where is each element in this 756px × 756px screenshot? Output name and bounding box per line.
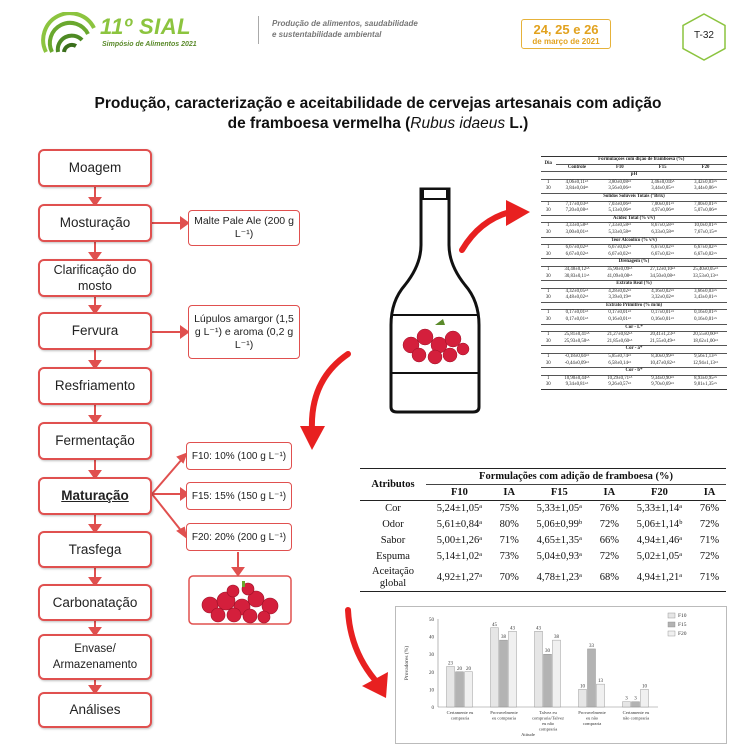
sens-cell: 76% [699,503,720,514]
poster-title [40,94,716,134]
phys-cell: 9,34±0,81ᵃᴬ [565,382,589,388]
phys-cell: 6,33±0,58ᵃᴮ [651,229,674,235]
phys-section-label: pH [541,172,727,180]
phys-section-header [541,368,727,376]
phys-cell: 6,67±0,02ᵃᴬ [608,251,632,257]
phys-cell: 18,62±1,00ᵃᴬ [692,338,719,344]
phys-section-header [541,193,727,201]
phys-cell: 7,20±0,08ᵃᴬ [565,208,589,214]
title-line-2 [40,114,716,134]
phys-cell: 0,17±0,01ᵃᴬ [651,310,675,316]
physicochemical-table [541,156,727,390]
phys-cell: 3,32±0,02ᵃᴮ [651,295,674,301]
phys-section-label: Teor Alcoólico (% v/v) [541,237,727,245]
theme-line-1: Produção de alimentos, saudabilidade [272,19,418,28]
note-hops: Lúpulos amargor (1,5 g L⁻¹) e aroma (0,2 g L⁻¹) [188,305,300,359]
phys-cell: 21,55±0,49ᵃᴬ [650,338,676,344]
y-axis-label: Provadores (%) [404,645,410,681]
sens-col-ia-f15: IA [603,487,616,498]
y-tick-label: 20 [429,670,434,676]
date-badge [521,19,611,49]
phys-cell: 20,41±1,23ᵃᴬ [650,332,676,338]
phys-cell: 10,0±0,01ᵃᴬ [694,223,717,229]
sens-col-f20: F20 [650,487,668,498]
phys-cell: 1 [547,375,550,381]
note-malt: Malte Pale Ale (200 g L⁻¹) [188,210,300,246]
phys-cell: 1 [547,354,550,360]
sens-cell: 5,00±1,26ᵃ [436,535,483,546]
phys-cell: 10,90±0,44ᵃᴬ [564,375,590,381]
bar-value-label: 23 [448,661,453,667]
phys-cell: 3,39±0,19ᵃᴮ [608,295,632,301]
phys-table-row [541,208,727,215]
legend-label-f15: F15 [678,622,687,628]
raspberries-image [188,575,292,625]
phys-cell: 7,67±0,15ᵃᴮ [694,229,717,235]
phys-cell: 7,00±0,01ᵃᴬ [694,201,717,207]
sens-cell: 73% [499,551,519,562]
y-tick-label: 50 [429,618,434,623]
phys-table-row [541,361,727,368]
sens-cell: 72% [699,551,720,562]
x-category-label: Provavelmente eu não compraria [578,710,606,726]
sens-cell: 5,04±0,93ᵃ [536,551,582,562]
sens-cell: 75% [499,503,519,514]
phys-cell: 12,94±1,13ᵃᴬ [692,360,719,366]
bar-value-label: 33 [589,643,594,649]
phys-cell: 4,97±0,06ᵃᴮ [651,208,674,214]
phys-cell: 1 [547,201,550,207]
phys-cell: 30 [545,360,551,366]
phys-cell: 30 [545,317,551,323]
bar-f20 [465,672,473,707]
phys-table-row [541,274,727,281]
step-boiling: Fervura [38,312,152,350]
bar-value-label: 45 [492,622,497,628]
sens-col-ia-f10: IA [503,487,516,498]
bar-f15 [632,702,640,707]
phys-cell: 21,85±0,60ᵃᴬ [607,338,633,344]
bar-f20 [553,640,561,707]
phys-table-row [541,317,727,324]
sial-logo-icon [38,12,98,54]
bar-f10 [535,631,543,707]
phys-cell: 41,09±0,08ᵃᴬ [607,273,633,279]
phys-cell: 1 [547,332,550,338]
bar-f15 [456,672,464,707]
bar-value-label: 30 [545,649,550,655]
phys-table-row [541,295,727,302]
y-tick-label: 30 [429,653,434,659]
variant-f15: F15: 15% (150 g L⁻¹) [186,482,292,510]
sens-attribute: Cor [385,503,401,514]
sens-col-f10: F10 [450,487,468,498]
bar-value-label: 43 [536,626,541,632]
phys-cell: 1 [547,310,550,316]
step-wort-clarification: Clarificação do mosto [38,259,152,297]
phys-cell: 7,17±0,03ᵃᴬ [565,201,589,207]
phys-cell: 3,56±0,06ᵃᴬ [608,186,632,192]
phys-section-label: Extrato Real (%) [541,281,727,289]
phys-table-row [541,186,727,193]
sens-attr-header: Atributos [360,469,426,501]
sens-cell: 5,24±1,05ᵃ [436,503,483,514]
phys-table-body [541,172,727,390]
sens-cell: 4,92±1,27ᵃ [436,572,483,583]
phys-cell: 34,50±0,08ᵃᴬ [650,273,676,279]
step-fermentation: Fermentação [38,422,152,460]
phys-cell: 3,44±0,05ᵃᴬ [651,186,675,192]
phys-section-header [541,259,727,267]
sens-cell: 66% [599,535,619,546]
legend-swatch-f10 [668,613,675,618]
phys-cell: 30 [545,273,551,279]
phys-cell: 4,32±0,05ᵃᴬ [565,288,589,294]
phys-cell: -0,18±0,04ᵃᴬ [564,354,590,360]
phys-cell: 6,58±0,14ᵃᴬ [608,360,632,366]
sens-cell: 5,33±1,14ᵃ [636,503,683,514]
phys-cell: 5,85±0,74ᵃᴬ [608,354,632,360]
variant-f20: F20: 20% (200 g L⁻¹) [186,523,292,551]
phys-cell: 5,13±0,06ᵃᴮ [608,208,632,214]
sens-col-f15: F15 [550,487,568,498]
phys-cell: 3,46±0,01bᴬ [650,179,675,185]
phys-cell: 5,33±0,58ᵃᴮ [608,229,632,235]
phys-cell: 35,90±0,09ᵃᴬ [607,266,633,272]
phys-section-header [541,346,727,354]
phys-cell: 1 [547,223,550,229]
phys-section-label: Cor - a* [541,346,727,354]
bar-value-label: 13 [598,679,603,685]
bar-f10 [623,702,631,707]
sens-cell: 5,02±1,05ᵃ [636,551,683,562]
phys-cell: 3,84±0,04ᵃᴮ [565,186,589,192]
date-sub: de março de 2021 [532,37,600,46]
phys-col-control: Controle [567,164,586,170]
phys-cell: 25,81±0,41ᵃᴬ [564,332,590,338]
theme-line-2: e sustentabilidade ambiental [272,30,382,39]
phys-cell: 30 [545,208,551,214]
phys-cell: 0,17±0,01ᵃᴬ [565,317,589,323]
phys-cell: 7,33±0,58ᵃᴬ [608,223,632,229]
phys-cell: 20,55±0,60ᵃᴬ [692,332,719,338]
sens-cell: 5,33±1,05ᵃ [536,503,582,514]
phys-section-label: Cor - L* [541,324,727,332]
legend-swatch-f15 [668,622,675,627]
phys-table-row [541,339,727,346]
x-axis-label: Atitude [521,732,535,737]
phys-section-label: Extrato Primitivo (% m/m) [541,302,727,310]
sens-attribute: Sabor [380,535,406,546]
bar-f15 [500,640,508,707]
phys-section-label: Cor - b* [541,368,727,376]
sens-cell: 71% [699,535,720,546]
phys-section-header [541,302,727,310]
sens-cell: 4,65±1,35ᵃ [536,535,582,546]
sens-cell: 5,61±0,84ᵃ [436,519,483,530]
phys-cell: 0,16±0,01ᵃᴬ [651,317,675,323]
phys-cell: 4,16±0,02ᵃᴬ [651,288,675,294]
sens-table-row [360,565,726,592]
date-main: 24, 25 e 26 [533,22,599,37]
phys-cell: 9,70±0,69ᵃᴬ [651,382,675,388]
phys-cell: 30,83±0,11ᵃᴬ [564,273,590,279]
bar-f20 [597,684,605,707]
step-carbonation: Carbonatação [38,584,152,621]
phys-section-label: Drenagem (%) [541,259,727,267]
bar-value-label: 20 [457,666,462,672]
phys-cell: 6,67±0,02ᵃᴬ [651,245,675,251]
sens-cell: 76% [599,503,619,514]
sensory-table [360,468,726,592]
phys-cell: 0,17±0,01ᵃᴬ [608,310,632,316]
phys-table-row [541,354,727,361]
phys-cell: 4,06±0,11ᵃᴬ [565,179,589,185]
phys-cell: 3,42±0,03ᵃᴬ [694,179,717,185]
sens-cell: 68% [599,572,619,583]
sens-cell: 4,78±1,23ᵃ [536,572,582,583]
phys-cell: 0,16±0,01ᵃᴬ [694,310,717,316]
phys-cell: 9,34±0,90ᵃᴬ [651,375,675,381]
phys-table-row [541,223,727,230]
y-tick-label: 40 [429,635,434,641]
poster-code: T-32 [693,30,714,41]
phys-cell: 30 [545,251,551,257]
phys-section-label: Sólidos Solúveis Totais (°Brix) [541,193,727,201]
phys-cell: 6,67±0,02ᵃᴬ [565,245,589,251]
sens-group-header: Formulações com adição de framboesa (%) [426,469,726,485]
phys-cell: 30 [545,295,551,301]
title-line-2-prefix: de framboesa vermelha ( [227,115,411,132]
legend-swatch-f20 [668,631,675,636]
bar-f20 [509,631,517,707]
x-category-label: Provavelmente eu compraria [490,710,518,721]
phys-cell: 7,00±0,01ᵃᴬ [651,201,675,207]
phys-cell: 8,93±0,95ᵃᴬ [694,375,717,381]
sens-cell: 72% [699,519,720,530]
phys-cell: 5,07±0,06ᵃᴮ [694,208,717,214]
phys-cell: 30 [545,186,551,192]
sens-table-body [360,501,726,592]
phys-cell: 8,30±0,99ᵃᴬ [651,354,675,360]
phys-cell: 6,67±0,02ᵃᴬ [565,251,589,257]
phys-table-row [541,230,727,237]
purchase-intention-chart [395,606,727,744]
sens-cell: 70% [499,572,519,583]
chart-canvas [396,607,728,745]
phys-table-row [541,382,727,389]
phys-cell: 30 [545,338,551,344]
sens-col-ia-f20: IA [703,487,716,498]
bar-f15 [544,654,552,707]
phys-caption: Formulações com dição de framboesa (%) [556,157,727,165]
phys-table-row [541,266,727,273]
phys-cell: 6,67±0,02ᵃᴬ [651,251,675,257]
phys-section-header [541,324,727,332]
legend-label-f20: F20 [678,631,687,637]
x-category-label: Certamente eu compraria [446,710,474,721]
phys-cell: 3,33±0,58ᵃᴬ [565,223,589,229]
sens-cell: 71% [499,535,519,546]
phys-col-day: Dia [544,160,552,166]
bar-value-label: 3 [634,696,637,702]
phys-cell: 30 [545,229,551,235]
phys-col-f10: F10 [615,164,624,170]
phys-cell: 10,47±0,82ᵃᴬ [650,360,676,366]
bar-f10 [447,667,455,707]
phys-cell: 9,26±0,57ᵃᴬ [608,382,632,388]
y-tick-label: 0 [431,706,434,711]
bar-value-label: 20 [466,666,471,672]
legend-label-f10: F10 [678,613,687,619]
sens-cell: 72% [599,551,619,562]
phys-cell: 34,48±0,12ᵃᴬ [564,266,590,272]
phys-cell: 1 [547,245,550,251]
phys-table-row [541,245,727,252]
phys-cell: 9,56±1,13ᵃᴬ [694,354,717,360]
bar-value-label: 38 [554,635,559,641]
step-bottling-storage: Envase/ Armazenamento [38,634,152,680]
title-line-1: Produção, caracterização e aceitabilidade de cervejas artesanais com adição [94,95,662,112]
phys-cell: 3,66±0,03ᵃᴬ [694,288,717,294]
bar-f15 [588,649,596,707]
phys-col-f15: F15 [658,164,667,170]
phys-col-f20: F20 [701,164,710,170]
bar-f10 [491,628,499,707]
phys-cell: 3,80±0,08ᵃᴬ [608,179,632,185]
sens-cell: 80% [499,519,519,530]
sens-cell: 72% [599,519,619,530]
event-subtitle: Simpósio de Alimentos 2021 [102,41,197,48]
step-racking: Trasfega [38,531,152,568]
sens-table-row [360,517,726,533]
sens-attribute: Aceitação global [372,566,414,589]
phys-cell: -0,44±0,09ᵃᴬ [564,360,590,366]
sens-cell: 71% [699,572,720,583]
phys-cell: 3,44±0,06ᵃᴬ [694,186,717,192]
phys-cell: 1 [547,266,550,272]
title-species: Rubus idaeus [410,115,506,132]
sens-cell: 5,06±1,14ᵇ [636,519,683,530]
phys-cell: 1 [547,179,550,185]
phys-cell: 3,43±0,01ᵃᴬ [694,295,717,301]
bar-value-label: 38 [501,635,506,641]
phys-cell: 25,40±0,05ᵃᴬ [692,266,719,272]
phys-cell: 30 [545,382,551,388]
phys-cell: 27,12±0,10ᵃᴬ [650,266,676,272]
event-theme [272,18,502,40]
beer-bottle-image [385,185,485,415]
variant-f10: F10: 10% (100 g L⁻¹) [186,442,292,470]
sens-table-row [360,549,726,565]
phys-cell: 21,27±0,82ᵃᴬ [607,332,633,338]
phys-section-header [541,237,727,245]
step-cooling: Resfriamento [38,367,152,405]
phys-cell: 8,67±0,58ᵃᴬ [651,223,675,229]
phys-cell: 4,28±0,02ᵃᴬ [608,288,632,294]
phys-section-header [541,281,727,289]
bar-value-label: 43 [510,626,515,632]
bar-value-label: 10 [642,684,647,690]
bar-value-label: 3 [625,696,628,702]
phys-table-row [541,332,727,339]
phys-section-label: Acidez Total (% v/v) [541,215,727,223]
sens-table-row [360,501,726,518]
title-line-2-suffix: L.) [505,115,529,132]
phys-cell: 6,67±0,02ᵃᴬ [608,245,632,251]
sens-table-row [360,533,726,549]
phys-cell: 25,93±0,50ᵃᴬ [564,338,590,344]
phys-cell: 1 [547,288,550,294]
bar-f10 [579,689,587,707]
phys-cell: 9,81±1,35ᵃᴬ [694,382,717,388]
sens-attribute: Odor [382,519,404,530]
phys-cell: 6,67±0,02ᵃᴬ [694,245,717,251]
sens-cell: 4,94±1,21ᵃ [636,572,683,583]
step-analyses: Análises [38,692,152,728]
sens-cell: 4,94±1,46ᵃ [636,535,683,546]
phys-section-header [541,215,727,223]
phys-section-header [541,172,727,180]
phys-cell: 0,17±0,01ᵃᴬ [565,310,589,316]
step-maturation: Maturação [38,477,152,515]
x-category-label: Certamente eu não compraria [622,710,650,721]
phys-cell: 7,03±0,06ᵃᴬ [608,201,632,207]
phys-cell: 0,16±0,01ᵃᴬ [694,317,717,323]
phys-cell: 6,67±0,02ᵃᴬ [694,251,717,257]
bar-value-label: 10 [580,684,585,690]
x-category-label: Talvez eu compraria/Talvez eu não compraria [531,710,565,732]
step-milling: Moagem [38,149,152,187]
y-tick-label: 10 [429,688,434,694]
sens-attribute: Espuma [376,551,410,562]
phys-table-row [541,252,727,259]
phys-cell: 10,29±0,71ᵃᴬ [607,375,633,381]
phys-table-row [541,310,727,317]
phys-cell: 0,16±0,01ᵃᴬ [608,317,632,323]
bar-f20 [641,689,649,707]
event-title: 11º SIAL [100,14,192,39]
phys-cell: 3,00±0,01ᵃᴬ [565,229,589,235]
sens-cell: 5,14±1,02ᵃ [436,551,483,562]
sens-cell: 5,06±0,99ᵇ [536,519,583,530]
phys-cell: 4,48±0,02ᵃᴬ [565,295,589,301]
header-divider [258,16,259,44]
phys-cell: 33,53±0,13ᵃᴬ [692,273,719,279]
step-mashing: Mosturação [38,204,152,242]
